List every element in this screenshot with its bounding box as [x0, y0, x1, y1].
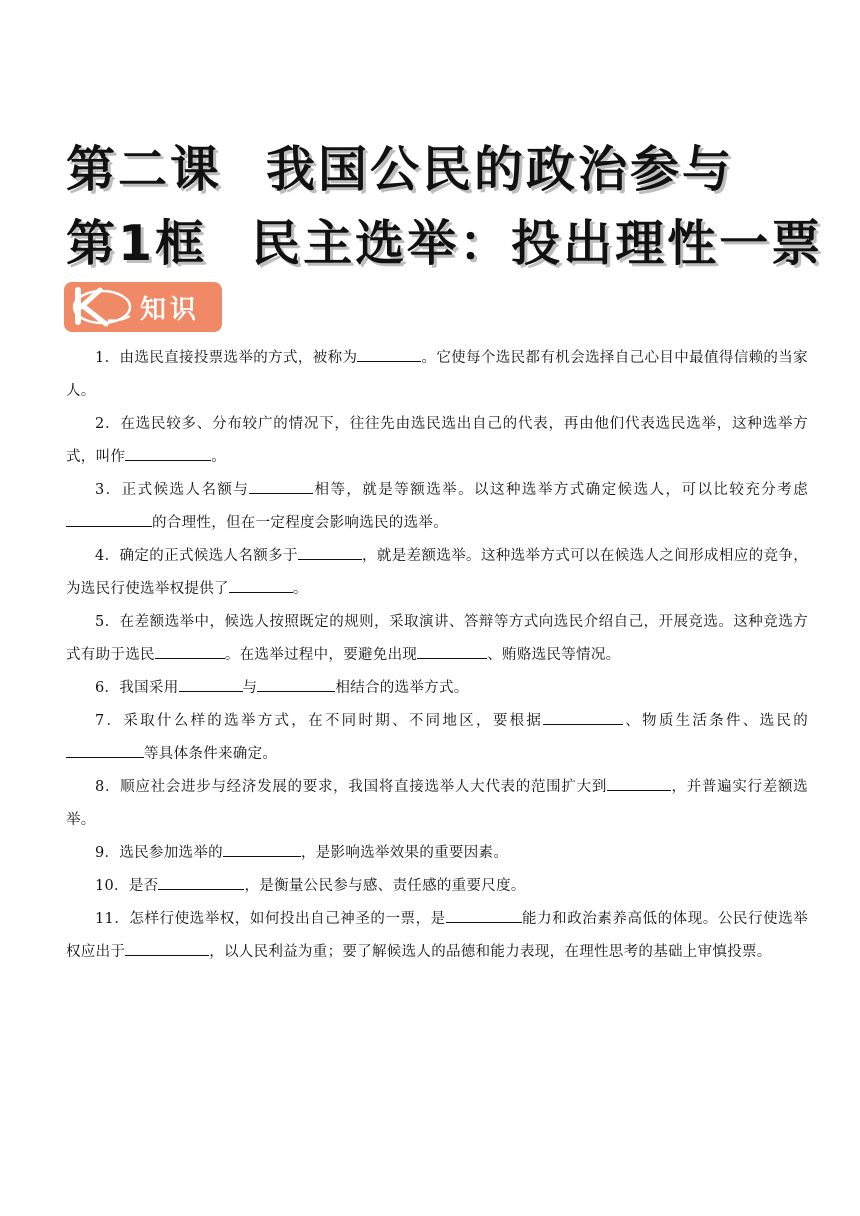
answer-blank[interactable] [158, 875, 244, 890]
answer-blank[interactable] [66, 743, 144, 758]
question-6: 6．我国采用 与 相结合的选举方式。 [66, 672, 808, 705]
knowledge-badge [64, 282, 222, 332]
answer-blank[interactable] [607, 776, 671, 791]
k-logo-icon [64, 282, 136, 332]
question-8: 8．顺应社会进步与经济发展的要求，我国将直接选举人大代表的范围扩大到 ，并普遍实行差额选举。 [66, 771, 808, 837]
question-7: 7．采取什么样的选举方式，在不同时期、不同地区，要根据 、物质生活条件、选民的等具体条件来确定。 [66, 705, 808, 771]
answer-blank[interactable] [229, 578, 293, 593]
answer-blank[interactable] [249, 479, 313, 494]
answer-blank[interactable] [446, 908, 522, 923]
answer-blank[interactable] [125, 941, 209, 956]
question-9: 9．选民参加选举的 ，是影响选举效果的重要因素。 [66, 837, 808, 870]
title-line-2 [66, 215, 824, 272]
lesson-name: 我国公民的政治参与 [266, 141, 735, 198]
exercise-list [66, 342, 808, 969]
answer-blank[interactable] [155, 644, 225, 659]
answer-blank[interactable] [417, 644, 487, 659]
question-4: 4．确定的正式候选人名额多于 ，就是差额选举。这种选举方式可以在候选人之间形成相应的竞争，为选民行使选举权提供了 。 [66, 540, 808, 606]
badge-label: 知识 [140, 294, 201, 325]
answer-blank[interactable] [543, 710, 623, 725]
section-number: 第1框 [66, 215, 208, 272]
answer-blank[interactable] [298, 545, 362, 560]
section-name: 民主选举：投出理性一票 [251, 215, 824, 272]
answer-blank[interactable] [257, 677, 335, 692]
title-line-1 [66, 142, 806, 198]
question-5: 5．在差额选举中，候选人按照既定的规则，采取演讲、答辩等方式向选民介绍自己，开展竞选。这种竞选方式有助于选民 。在选举过程中，要避免出现 、贿赂选民等情况。 [66, 614, 809, 663]
question-3: 3．正式候选人名额与 相等，就是等额选举。以这种选举方式确定候选人，可以比较充分考虑的合理性，但在一定程度会影响选民的选举。 [66, 474, 808, 540]
answer-blank[interactable] [125, 446, 211, 461]
lesson-number: 第二课 [66, 141, 223, 198]
question-11: 11．怎样行使选举权，如何投出自己神圣的一票，是 能力和政治素养高低的体现。公民行使选举权应出于 ，以人民利益为重；要了解候选人的品德和能力表现，在理性思考的基础上审慎投票。 [66, 903, 808, 969]
lesson-title [66, 141, 824, 290]
answer-blank[interactable] [223, 842, 301, 857]
answer-blank[interactable] [66, 512, 152, 527]
answer-blank[interactable] [179, 677, 243, 692]
question-1: 1．由选民直接投票选举的方式，被称为 。它使每个选民都有机会选择自己心目中最值得信赖的当家人。 [66, 342, 808, 408]
question-10: 10．是否 ，是衡量公民参与感、责任感的重要尺度。 [66, 870, 808, 903]
answer-blank[interactable] [357, 347, 421, 362]
question-2: 2．在选民较多、分布较广的情况下，往往先由选民选出自己的代表，再由他们代表选民选举，这种选举方式，叫作 。 [66, 416, 808, 465]
